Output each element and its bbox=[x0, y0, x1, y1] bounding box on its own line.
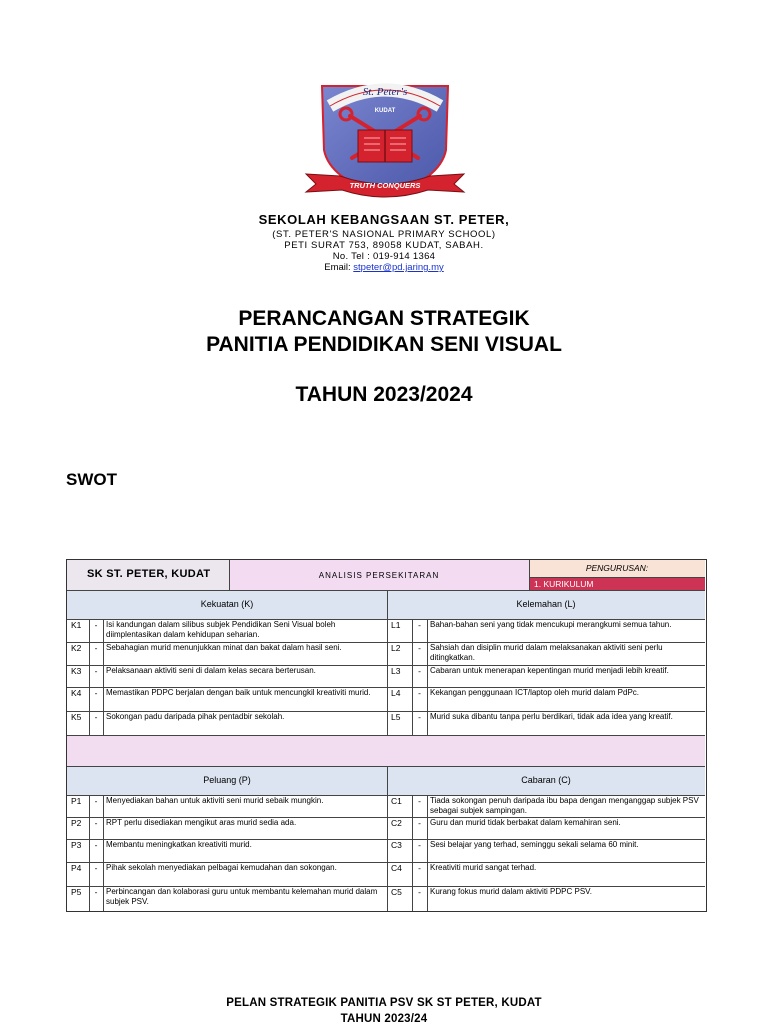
weakness-row-text: Kekangan penggunaan ICT/laptop oleh murid dalam PdPc. bbox=[430, 688, 640, 697]
weakness-row-code: L5 bbox=[391, 712, 401, 722]
strength-row-dash: - bbox=[94, 666, 98, 676]
strength-row-code: K2 bbox=[71, 643, 82, 653]
weakness-row-dash: - bbox=[418, 620, 421, 630]
document-year: TAHUN 2023/2024 bbox=[295, 383, 473, 406]
strength-row-text: Sokongan padu daripada pihak pentadbir sekolah. bbox=[106, 712, 285, 721]
strength-row-dash: - bbox=[94, 712, 98, 722]
threat-row-code: C3 bbox=[391, 840, 402, 850]
school-name: SEKOLAH KEBANGSAAN ST. PETER, bbox=[258, 212, 510, 227]
weakness-row-dash: - bbox=[418, 643, 421, 653]
table-rule bbox=[67, 839, 705, 840]
weakness-row-text: Bahan-bahan seni yang tidak mencukupi merangkumi semua tahun. bbox=[430, 620, 672, 629]
strength-row-code: K1 bbox=[71, 620, 82, 630]
footer-line-1: PELAN STRATEGIK PANITIA PSV SK ST PETER, KUDAT bbox=[226, 997, 542, 1009]
table-rule bbox=[67, 817, 705, 818]
document-title-line-1: PERANCANGAN STRATEGIK bbox=[238, 307, 530, 330]
crest-place-text: KUDAT bbox=[374, 108, 396, 114]
table-pengurusan-value: 1. KURIKULUM bbox=[529, 577, 705, 590]
table-rule bbox=[67, 795, 705, 796]
threat-row-text: Sesi belajar yang terhad, seminggu sekali selama 60 minit. bbox=[430, 840, 639, 849]
opportunity-row-code: P3 bbox=[71, 840, 82, 850]
threat-row-text: Guru dan murid tidak berbakat dalam kemahiran seni. bbox=[430, 818, 621, 827]
threat-row-dash: - bbox=[418, 887, 421, 897]
strength-row-code: K4 bbox=[71, 688, 82, 698]
swot-table bbox=[66, 559, 707, 912]
strength-row-code: K3 bbox=[71, 666, 82, 676]
threat-row-dash: - bbox=[418, 863, 421, 873]
table-rule bbox=[67, 886, 705, 887]
threat-row-text: Tiada sokongan penuh daripada ibu bapa dengan menganggap subjek PSV sebagai subjek sampingan. bbox=[430, 796, 699, 815]
threat-row-text: Kreativiti murid sangat terhad. bbox=[430, 863, 537, 872]
opportunity-row-dash: - bbox=[94, 840, 98, 850]
threat-row-code: C4 bbox=[391, 863, 402, 873]
opportunity-row-dash: - bbox=[94, 796, 98, 806]
opportunity-row-text: Pihak sekolah menyediakan pelbagai kemudahan dan sokongan. bbox=[106, 863, 337, 872]
table-rule bbox=[529, 577, 705, 578]
table-rule bbox=[67, 862, 705, 863]
weakness-row-text: Murid suka dibantu tanpa perlu berdikari, tidak ada idea yang kreatif. bbox=[430, 712, 673, 721]
table-rule bbox=[412, 795, 413, 911]
table-rule bbox=[427, 795, 428, 911]
opportunity-row-text: Perbincangan dan kolaborasi guru untuk membantu kelemahan murid dalam subjek PSV. bbox=[106, 887, 378, 906]
table-rule bbox=[387, 590, 388, 735]
weakness-row-code: L1 bbox=[391, 620, 401, 630]
strength-row-text: Isi kandungan dalam silibus subjek Pendidikan Seni Visual boleh diimplentasikan dalam kehidupan seharian. bbox=[106, 620, 336, 639]
footer-line-2: TAHUN 2023/24 bbox=[340, 1013, 428, 1025]
table-pengurusan-label: PENGURUSAN: bbox=[529, 560, 705, 577]
table-rule bbox=[103, 795, 104, 911]
weakness-row-text: Cabaran untuk menerapan kepentingan murid menjadi lebih kreatif. bbox=[430, 666, 669, 675]
table-rule bbox=[67, 735, 705, 736]
table-analisis-label: ANALISIS PERSEKITARAN bbox=[229, 560, 529, 590]
threats-header: Cabaran (C) bbox=[387, 766, 705, 795]
opportunity-row-text: RPT perlu disediakan mengikut aras murid sedia ada. bbox=[106, 818, 297, 827]
table-rule bbox=[89, 619, 90, 735]
table-rule bbox=[427, 619, 428, 735]
strength-row-code: K5 bbox=[71, 712, 82, 722]
weaknesses-header: Kelemahan (L) bbox=[387, 590, 705, 619]
swot-heading: SWOT bbox=[66, 470, 117, 489]
crest-motto: TRUTH CONQUERS bbox=[349, 181, 421, 190]
strength-row-dash: - bbox=[94, 620, 98, 630]
table-rule bbox=[67, 687, 705, 688]
school-telephone: No. Tel : 019-914 1364 bbox=[332, 251, 436, 262]
school-subtitle: (ST. PETER'S NASIONAL PRIMARY SCHOOL) bbox=[272, 229, 496, 240]
table-rule bbox=[67, 642, 705, 643]
opportunity-row-code: P4 bbox=[71, 863, 82, 873]
strength-row-dash: - bbox=[94, 688, 98, 698]
threat-row-code: C1 bbox=[391, 796, 402, 806]
opportunity-row-dash: - bbox=[94, 887, 98, 897]
table-rule bbox=[412, 619, 413, 735]
opportunity-row-dash: - bbox=[94, 818, 98, 828]
table-rule bbox=[387, 766, 388, 911]
strength-row-text: Pelaksanaan aktiviti seni di dalam kelas secara berterusan. bbox=[106, 666, 316, 675]
weakness-row-dash: - bbox=[418, 688, 421, 698]
table-rule bbox=[67, 766, 705, 767]
strength-row-dash: - bbox=[94, 643, 98, 653]
table-spacer-band bbox=[67, 735, 705, 766]
weakness-row-code: L3 bbox=[391, 666, 401, 676]
table-rule bbox=[67, 665, 705, 666]
weakness-row-dash: - bbox=[418, 666, 421, 676]
table-rule bbox=[67, 619, 705, 620]
threat-row-dash: - bbox=[418, 840, 421, 850]
weakness-row-code: L2 bbox=[391, 643, 401, 653]
table-rule bbox=[67, 711, 705, 712]
threat-row-dash: - bbox=[418, 796, 421, 806]
table-rule bbox=[229, 560, 230, 590]
threat-row-code: C5 bbox=[391, 887, 402, 897]
opportunity-row-text: Menyediakan bahan untuk aktiviti seni murid sebaik mungkin. bbox=[106, 796, 324, 805]
email-link[interactable]: stpeter@pd.jaring.my bbox=[353, 262, 444, 273]
weakness-row-text: Sahsiah dan disiplin murid dalam melaksanakan aktiviti seni perlu ditingkatkan. bbox=[430, 643, 663, 662]
threat-row-code: C2 bbox=[391, 818, 402, 828]
opportunity-row-code: P2 bbox=[71, 818, 82, 828]
weakness-row-dash: - bbox=[418, 712, 421, 722]
threat-row-text: Kurang fokus murid dalam aktiviti PDPC PSV. bbox=[430, 887, 592, 896]
opportunity-row-dash: - bbox=[94, 863, 98, 873]
email-label: Email: bbox=[324, 262, 351, 273]
opportunity-row-code: P1 bbox=[71, 796, 82, 806]
strength-row-text: Sebahagian murid menunjukkan minat dan bakat dalam hasil seni. bbox=[106, 643, 342, 652]
school-crest bbox=[300, 80, 470, 200]
strengths-header: Kekuatan (K) bbox=[67, 590, 387, 619]
crest-arc-text: St. Peter's bbox=[362, 86, 408, 98]
table-school-name: SK ST. PETER, KUDAT bbox=[67, 560, 229, 590]
strength-row-text: Memastikan PDPC berjalan dengan baik untuk mencungkil kreativiti murid. bbox=[106, 688, 371, 697]
table-rule bbox=[103, 619, 104, 735]
weakness-row-code: L4 bbox=[391, 688, 401, 698]
table-rule bbox=[89, 795, 90, 911]
table-rule bbox=[529, 560, 530, 590]
table-rule bbox=[67, 590, 705, 591]
opportunity-row-code: P5 bbox=[71, 887, 82, 897]
threat-row-dash: - bbox=[418, 818, 421, 828]
school-email-line bbox=[0, 262, 768, 273]
document-title-line-2: PANITIA PENDIDIKAN SENI VISUAL bbox=[206, 333, 562, 356]
school-address: PETI SURAT 753, 89058 KUDAT, SABAH. bbox=[284, 240, 484, 251]
book-icon bbox=[358, 130, 412, 162]
opportunities-header: Peluang (P) bbox=[67, 766, 387, 795]
opportunity-row-text: Membantu meningkatkan kreativiti murid. bbox=[106, 840, 252, 849]
